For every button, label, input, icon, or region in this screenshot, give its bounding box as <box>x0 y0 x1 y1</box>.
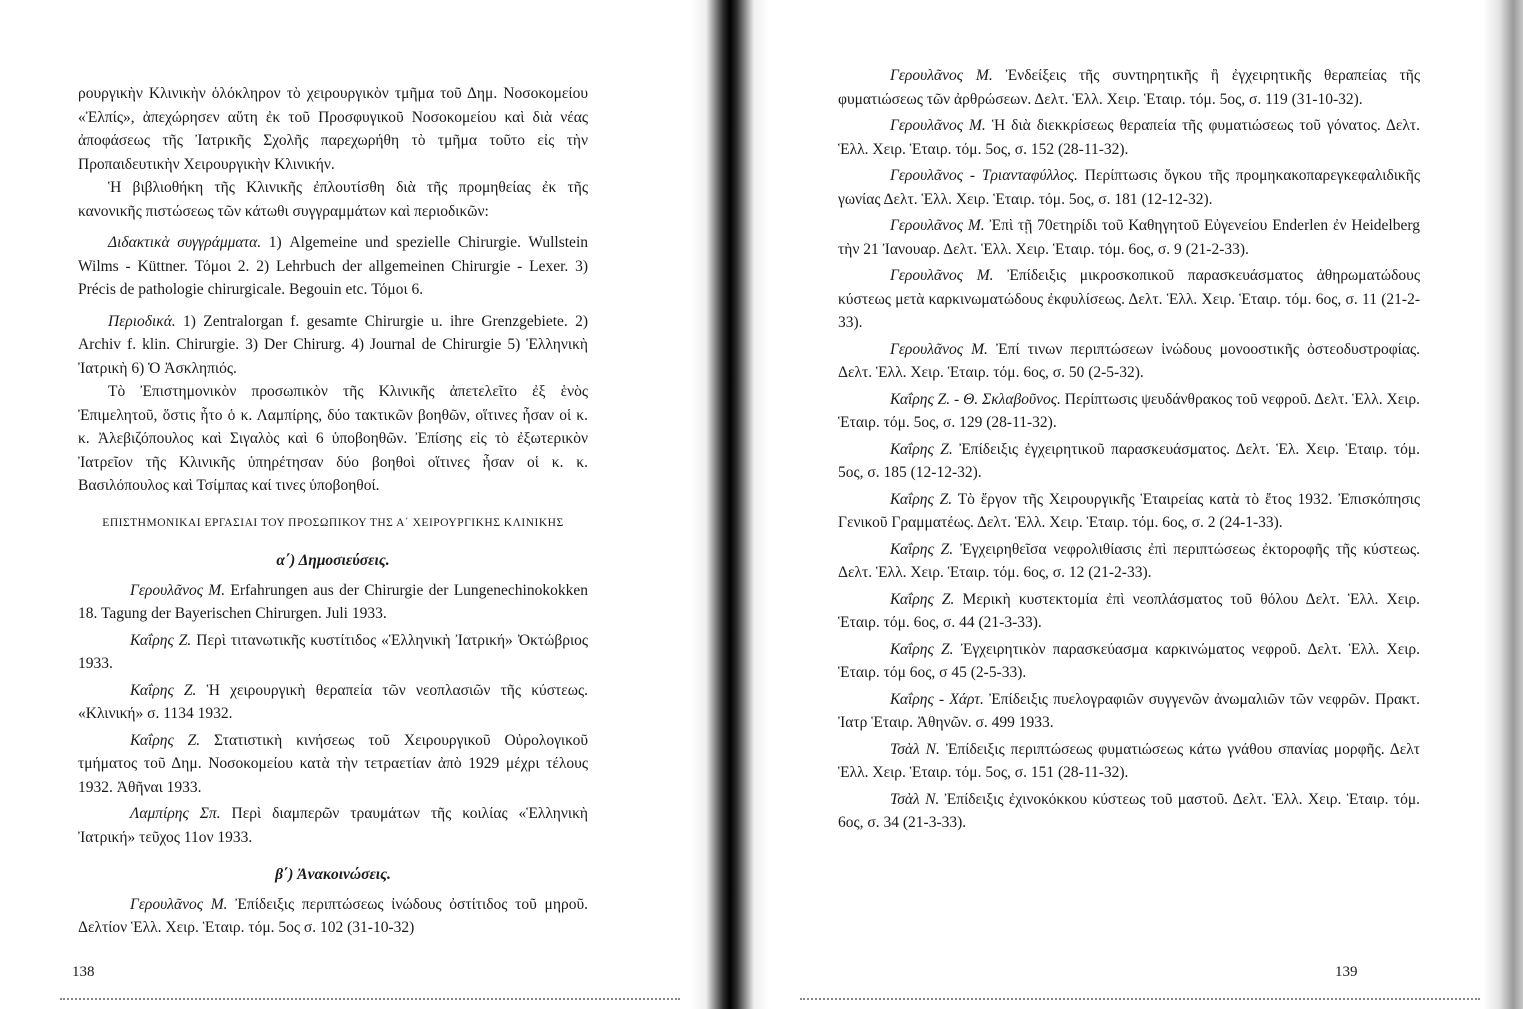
entry-author: Γερουλᾶνος Μ. <box>890 67 993 84</box>
communication-entry <box>838 388 1420 435</box>
entry-text: Erfahrungen aus der Chirurgie der Lungenechinokokken 18. Tagung der Bayerischen Chirurgen. Juli 1933. <box>78 581 588 622</box>
communication-entry <box>838 588 1420 635</box>
communication-entry <box>838 438 1420 485</box>
communication-entry <box>838 214 1420 261</box>
entry-text: Περὶ διαμπερῶν τραυμάτων τῆς κοιλίας «Ἑλληνικὴ Ἰατρική» τεῦχος 11ον 1933. <box>78 805 588 846</box>
entry-author: Γερουλᾶνος Μ. <box>890 217 985 234</box>
didactic-books-paragraph <box>78 231 588 302</box>
entry-author: Καΐρης Ζ. <box>890 590 955 608</box>
subhead-communications: β΄) Ἀνακοινώσεις. <box>275 866 391 883</box>
entry-author: Γερουλᾶνος - Τριανταφύλλος. <box>890 167 1078 184</box>
staff-paragraph: Τὸ Ἐπιστημονικὸν προσωπικὸν τῆς Κλινικῆς ἀπετελεῖτο ἐξ ἑνὸς Ἐπιμελητοῦ, ὅστις ἦτο ὁ κ. Λαμπίρης, δύο τακτικῶν βοηθῶν, οἵτινες ἦσαν οἱ κ. κ. Ἀλεβιζόπουλος καὶ Σιγαλὸς καὶ 6 ὑποβοηθῶν. Ἐπίσης εἰς τὸ ἐξωτερικὸν Ἰατρεῖον τῆς Κλινικῆς ὑπηρέτησαν δύο βοηθοὶ οἵτινες ἦσαν οἱ κ. κ. Βασιλόπουλος καὶ Τσίμπας καί τινες ὑποβοηθοί. <box>78 383 588 494</box>
page-number-right: 139 <box>1335 964 1358 980</box>
communication-entry <box>838 638 1420 685</box>
entry-author: Γερουλᾶνος Μ. <box>890 340 988 358</box>
publication-entry <box>78 802 588 849</box>
entry-author: Γερουλᾶνος Μ. <box>890 117 986 134</box>
communication-entry <box>838 64 1420 111</box>
left-text-column <box>78 82 588 940</box>
communication-entry <box>838 688 1420 735</box>
entry-author: Τσὰλ Ν. <box>890 740 940 758</box>
communication-entry <box>838 164 1420 211</box>
entry-text: Ἐπί τινων περιπτώσεων ἰνώδους μονοοστικῆς ὀστεοδυστροφίας. Δελτ. Ἑλλ. Χειρ. Ἑταιρ. τόμ. 6ος, σ. 50 (2-5-32). <box>838 340 1420 381</box>
entry-text: Ἐπίδειξις περιπτώσεως φυματιώσεως κάτω γνάθου σπανίας μορφῆς. Δελτ Ἑλλ. Χειρ. Ἑταιρ. τόμ. 5ος, σ. 151 (28-11-32). <box>838 740 1420 781</box>
entry-text: Ἐπίδειξις πυελογραφιῶν συγγενῶν ἀνωμαλιῶν τῶν νεφρῶν. Πρακτ. Ἰατρ Ἑταιρ. Ἀθηνῶν. σ. 499 1933. <box>838 690 1420 731</box>
entry-text: Περίπτωσις ψευδάνθρακος τοῦ νεφροῦ. Δελτ. Ἑλλ. Χειρ. Ἑταιρ. τόμ. 5ος, σ. 129 (28-11-32). <box>838 390 1421 431</box>
entry-author: Καΐρης Ζ. <box>890 540 954 558</box>
didactic-books-text: 1) Algemeine und spezielle Chirurgie. Wullstein Wilms - Küttner. Τόμοι 2. 2) Lehrbuch der allgemeinen Chirurgie - Lexer. 3) Précis de pathologie chirurgicale. Begouin etc. Τόμοι 6. <box>78 234 588 298</box>
entry-author: Καΐρης Ζ. <box>890 440 953 458</box>
entry-author: Λαμπίρης Σπ. <box>130 805 221 822</box>
periodicals-text: 1) Zentralorgan f. gesamte Chirurgie u. ihre Grenzgebiete. 2) Archiv f. klin. Chirurgie. 3) Der Chirurg. 4) Journal de Chirurgie 5) Ἑλληνικὴ Ἰατρικὴ 6) Ὁ Ἀσκληπιός. <box>78 312 588 377</box>
entry-text: Ἐπίδειξις μικροσκοπικοῦ παρασκευάσματος ἀθηρωματώδους κύστεως μετὰ καρκινωματώδους ἐκφυλίσεως. Δελτ. Ἑλλ. Χειρ. Ἑταιρ. τόμ. 6ος, σ. 11 (21-2-33). <box>838 267 1420 331</box>
publication-entry <box>78 729 588 800</box>
entry-author: Γερουλᾶνος Μ. <box>130 581 226 599</box>
left-page <box>0 0 700 1009</box>
communication-entry <box>838 114 1420 161</box>
publication-entry <box>78 579 588 626</box>
periodicals-label: Περιοδικά. <box>108 312 176 330</box>
page-number-left: 138 <box>72 964 95 980</box>
publication-entry <box>78 679 588 726</box>
entry-author: Γερουλᾶνος Μ. <box>130 895 228 913</box>
entry-author: Καΐρης Ζ. <box>130 631 192 649</box>
entry-text: Μερικὴ κυστεκτομία ἐπὶ νεοπλάσματος τοῦ θόλου Δελτ. Ἑλλ. Χειρ. Ἑταιρ. τόμ. 6ος, σ. 44 (21-3-33). <box>838 590 1420 631</box>
scan-edge-dots-right <box>800 998 1480 1002</box>
communication-entry <box>838 538 1420 585</box>
entry-text: Ἐγχειρηθεῖσα νεφρολιθίασις ἐπὶ περιπτώσεως ἐκτοροφῆς τῆς κύστεως. Δελτ. Ἑλλ. Χειρ. Ἑταιρ. τόμ. 6ος, σ. 12 (21-2-33). <box>838 540 1420 581</box>
entry-text: Περίπτωσις ὄγκου τῆς προμηκακοπαρεγκεφαλιδικῆς γωνίας Δελτ. Ἑλλ. Χειρ. Ἑταιρ. τόμ. 5ος, σ. 181 (12-12-32). <box>838 167 1420 208</box>
subhead-publications: α΄) Δημοσιεύσεις. <box>276 552 390 569</box>
intro-paragraph-2: Ἡ βιβλιοθήκη τῆς Κλινικῆς ἐπλουτίσθη διὰ τῆς προμηθείας ἐκ τῆς κανονικῆς πιστώσεως τῶν κάτωθι συγγραμμάτων καὶ περιοδικῶν: <box>78 179 588 220</box>
communication-entry <box>838 338 1420 385</box>
entry-author: Τσὰλ Ν. <box>890 790 940 808</box>
entry-author: Καΐρης - Χάρτ. <box>890 690 984 708</box>
entry-text: Στατιστικὴ κινήσεως τοῦ Χειρουργικοῦ Οὐρολογικοῦ τμήματος τοῦ Δημ. Νοσοκομείου κατὰ τὴν τετραετίαν ἀπὸ 1929 μέχρι τέλους 1932. Ἀθῆναι 1933. <box>78 731 588 796</box>
scan-edge-shadow <box>1483 0 1523 1009</box>
scan-edge-dots-left <box>60 998 680 1002</box>
right-page <box>760 0 1523 1009</box>
entry-author: Καΐρης Ζ. <box>890 640 954 658</box>
entry-text: Ἡ διὰ διεκκρίσεως θεραπεία τῆς φυματιώσεως τοῦ γόνατος. Δελτ. Ἑλλ. Χειρ. Ἑταιρ. τόμ. 5ος, σ. 152 (28-11-32). <box>838 117 1420 158</box>
entry-author: Καΐρης Ζ. <box>130 681 197 699</box>
communication-entry <box>838 264 1420 335</box>
entry-text: Ἐπίδειξις ἐγχειρητικοῦ παρασκευάσματος. Δελτ. Ἑλ. Χειρ. Ἑταιρ. τόμ. 5ος, σ. 185 (12-12-32). <box>838 440 1420 481</box>
right-text-column <box>838 64 1420 835</box>
communication-entry <box>838 788 1420 835</box>
section-title: ΕΠΙΣΤΗΜΟΝΙΚΑΙ ΕΡΓΑΣΙΑΙ ΤΟΥ ΠΡΟΣΩΠΙΚΟΥ ΤΗΣ Α΄ ΧΕΙΡΟΥΡΓΙΚΗΣ ΚΛΙΝΙΚΗΣ <box>102 516 564 529</box>
didactic-books-label: Διδακτικὰ συγγράμματα. <box>108 234 262 251</box>
intro-paragraph-1: ρουργικὴν Κλινικὴν ὁλόκληρον τὸ χειρουργικὸν τμῆμα τοῦ Δημ. Νοσοκομείου «Ἐλπίς», ἀπεχώρησεν αὕτη ἐκ τοῦ Προσφυγικοῦ Νοσοκομείου καὶ διὰ νέας ἀποφάσεως τῆς Ἰατρικῆς Σχολῆς παρεχωρήθη τὸ τμῆμα τοῦτο εἰς τὴν Προπαιδευτικὴν Χειρουργικὴν Κλινικήν. <box>78 85 588 173</box>
book-gutter-shadow <box>690 0 770 1009</box>
entry-text: Ἡ χειρουργικὴ θεραπεία τῶν νεοπλασιῶν τῆς κύστεως. «Κλινική» σ. 1134 1932. <box>78 681 589 722</box>
entry-text: Ἐπίδειξις περιπτώσεως ἰνώδους ὀστίτιδος τοῦ μηροῦ. Δελτίον Ἑλλ. Χειρ. Ἑταιρ. τόμ. 5ος σ. 102 (31-10-32) <box>78 895 588 936</box>
entry-author: Καΐρης Ζ. <box>890 490 953 508</box>
publication-entry <box>78 629 588 676</box>
entry-author: Καΐρης Ζ. <box>130 731 201 749</box>
communication-entry <box>838 738 1420 785</box>
entry-text: Ἐπίδειξις ἐχινοκόκκου κύστεως τοῦ μαστοῦ. Δελτ. Ἑλλ. Χειρ. Ἑταιρ. τόμ. 6ος, σ. 34 (21-3-33). <box>838 790 1421 831</box>
entry-author: Καΐρης Ζ. - Θ. Σκλαβοῦνος. <box>890 390 1061 408</box>
communication-entry <box>78 893 588 940</box>
entry-text: Ἐγχειρητικὸν παρασκεύασμα καρκινώματος νεφροῦ. Δελτ. Ἑλλ. Χειρ. Ἑταιρ. τόμ 6ος, σ 45 (2-5-33). <box>838 640 1420 681</box>
entry-text: Περὶ τιτανωτικῆς κυστίτιδος «Ἑλληνικὴ Ἰατρική» Ὀκτώβριος 1933. <box>78 631 588 672</box>
entry-text: Ἐνδείξεις τῆς συντηρητικῆς ἢ ἐγχειρητικῆς θεραπείας τῆς φυματιώσεως τῶν ἀρθρώσεων. Δελτ. Ἑλλ. Χειρ. Ἑταιρ. τόμ. 5ος, σ. 119 (31-10-32). <box>838 67 1420 108</box>
communication-entry <box>838 488 1420 535</box>
entry-text: Ἐπὶ τῇ 70ετηρίδι τοῦ Καθηγητοῦ Εὐγενείου Enderlen ἐν Heidelberg τὴν 21 Ἰανουαρ. Δελτ. Ἑλλ. Χειρ. Ἑταιρ. τόμ. 6ος, σ. 9 (21-2-33). <box>838 217 1420 258</box>
periodicals-paragraph <box>78 310 588 381</box>
entry-author: Γερουλᾶνος Μ. <box>890 267 994 284</box>
entry-text: Τὸ ἔργον τῆς Χειρουργικῆς Ἑταιρείας κατὰ τὸ ἔτος 1932. Ἐπισκόπησις Γενικοῦ Γραμματέως. Δελτ. Ἑλλ. Χειρ. Ἑταιρ. τόμ. 6ος, σ. 2 (24-1-33). <box>838 490 1420 531</box>
